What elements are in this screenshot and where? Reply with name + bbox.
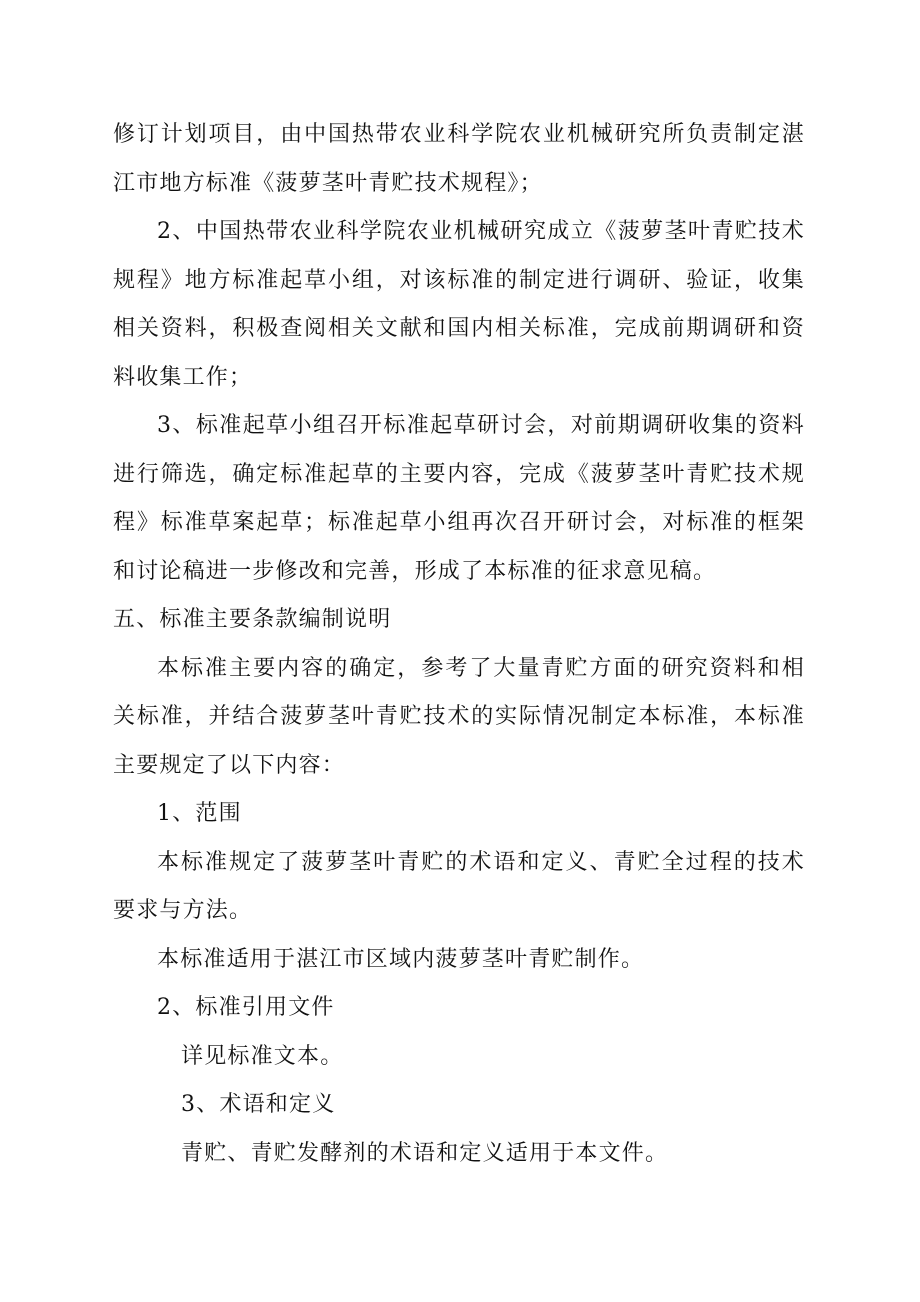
paragraph-terms: 青贮、青贮发酵剂的术语和定义适用于本文件。 <box>181 1140 669 1166</box>
section-heading-5: 五、标准主要条款编制说明 <box>113 607 392 632</box>
paragraph-project-intro: 修订计划项目，由中国热带农业科学院农业机械研究所负责制定湛江市地方标准《菠萝茎叶青贮技术规程》； <box>113 122 805 196</box>
subheading-terms: 3、术语和定义 <box>181 1092 336 1117</box>
subheading-references: 2、标准引用文件 <box>157 995 335 1020</box>
paragraph-item-3: 3、标准起草小组召开标准起草研讨会，对前期调研收集的资料进行筛选，确定标准起草的主要内容，完成《菠萝茎叶青贮技术规程》标准草案起草；标准起草小组再次召开研讨会，对标准的框架和讨论稿进一步修改和完善，形成了本标准的征求意见稿。 <box>113 413 805 584</box>
subheading-scope: 1、范围 <box>157 801 242 826</box>
paragraph-references: 详见标准文本。 <box>181 1043 344 1069</box>
paragraph-item-2: 2、中国热带农业科学院农业机械研究成立《菠萝茎叶青贮技术规程》地方标准起草小组，对该标准的制定进行调研、验证，收集相关资料，积极查阅相关文献和国内相关标准，完成前期调研和资料收集工作； <box>113 219 805 390</box>
paragraph-scope-application: 本标准适用于湛江市区域内菠萝茎叶青贮制作。 <box>157 946 645 972</box>
paragraph-scope-definition: 本标准规定了菠萝茎叶青贮的术语和定义、青贮全过程的技术要求与方法。 <box>113 849 805 923</box>
paragraph-main-content: 本标准主要内容的确定，参考了大量青贮方面的研究资料和相关标准，并结合菠萝茎叶青贮技术的实际情况制定本标准，本标准主要规定了以下内容： <box>113 655 805 778</box>
